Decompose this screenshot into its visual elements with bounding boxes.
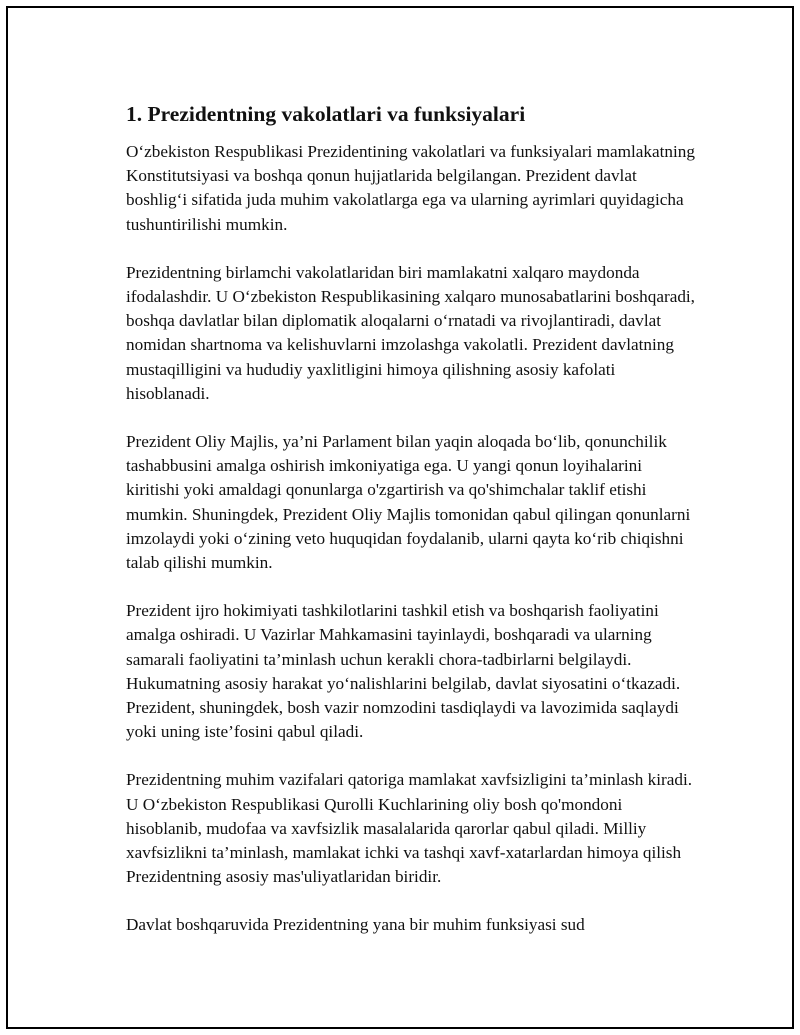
paragraph-national-security: Prezidentning muhim vazifalari qatoriga mamlakat xavfsizligini ta’minlash kiradi. U O‘zbekiston Respublikasi Qurolli Kuchlarining oliy bosh qo'mondoni hisoblanib, mudofaa va xavfsizlik masalalarida qarorlar qabul qiladi. Milliy xavfsizlikni ta’minlash, mamlakat ichki va tashqi xavf-xatarlardan himoya qilish Prezidentning asosiy mas'uliyatlaridan biridir. <box>126 770 693 887</box>
paragraph-intro: O‘zbekiston Respublikasi Prezidentining vakolatlari va funksiyalari mamlakatning Konstitutsiyasi va boshqa qonun hujjatlarida belgilangan. Prezident davlat boshlig‘i sifatida juda muhim vakolatlarga ega va ularning ayrimlari quyidagicha tushuntirilishi mumkin. <box>126 142 695 234</box>
paragraph-parliament-relations: Prezident Oliy Majlis, ya’ni Parlament bilan yaqin aloqada bo‘lib, qonunchilik tashabbusini amalga oshirish imkoniyatiga ega. U yangi qonun loyihalarini kiritishi yoki amaldagi qonunlarga o'zgartirish va qo'shimchalar taklif etishi mumkin. Shuningdek, Prezident Oliy Majlis tomonidan qabul qilingan qonunlarni imzolaydi yoki o‘zining veto huquqidan foydalanib, ularni qayta ko‘rib chiqishni talab qilishi mumkin. <box>126 432 691 573</box>
section-heading: 1. Prezidentning vakolatlari va funksiyalari <box>126 102 526 126</box>
document-body <box>126 100 696 962</box>
page-frame <box>6 6 794 1029</box>
paragraph-judicial-function: Davlat boshqaruvida Prezidentning yana bir muhim funksiyasi sud <box>126 915 585 935</box>
paragraph-executive-power: Prezident ijro hokimiyati tashkilotlarini tashkil etish va boshqarish faoliyatini amalga oshiradi. U Vazirlar Mahkamasini tayinlaydi, boshqaradi va ularning samarali faoliyatini ta’minlash uchun kerakli chora-tadbirlarni belgilaydi. Hukumatning asosiy harakat yo‘nalishlarini belgilab, davlat siyosatini o‘tkazadi. Prezident, shuningdek, bosh vazir nomzodini tasdiqlaydi va lavozimida saqlaydi yoki uning iste’fosini qabul qiladi. <box>126 601 681 742</box>
paragraph-international-representation: Prezidentning birlamchi vakolatlaridan biri mamlakatni xalqaro maydonda ifodalashdir. U O‘zbekiston Respublikasining xalqaro munosabatlarini boshqaradi, boshqa davlatlar bilan diplomatik aloqalarni o‘rnatadi va rivojlantiradi, davlat nomidan shartnoma va kelishuvlarni imzolashga vakolatli. Prezident davlatning mustaqilligini va hududiy yaxlitligini himoya qilishning asosiy kafolati hisoblanadi. <box>126 262 695 403</box>
